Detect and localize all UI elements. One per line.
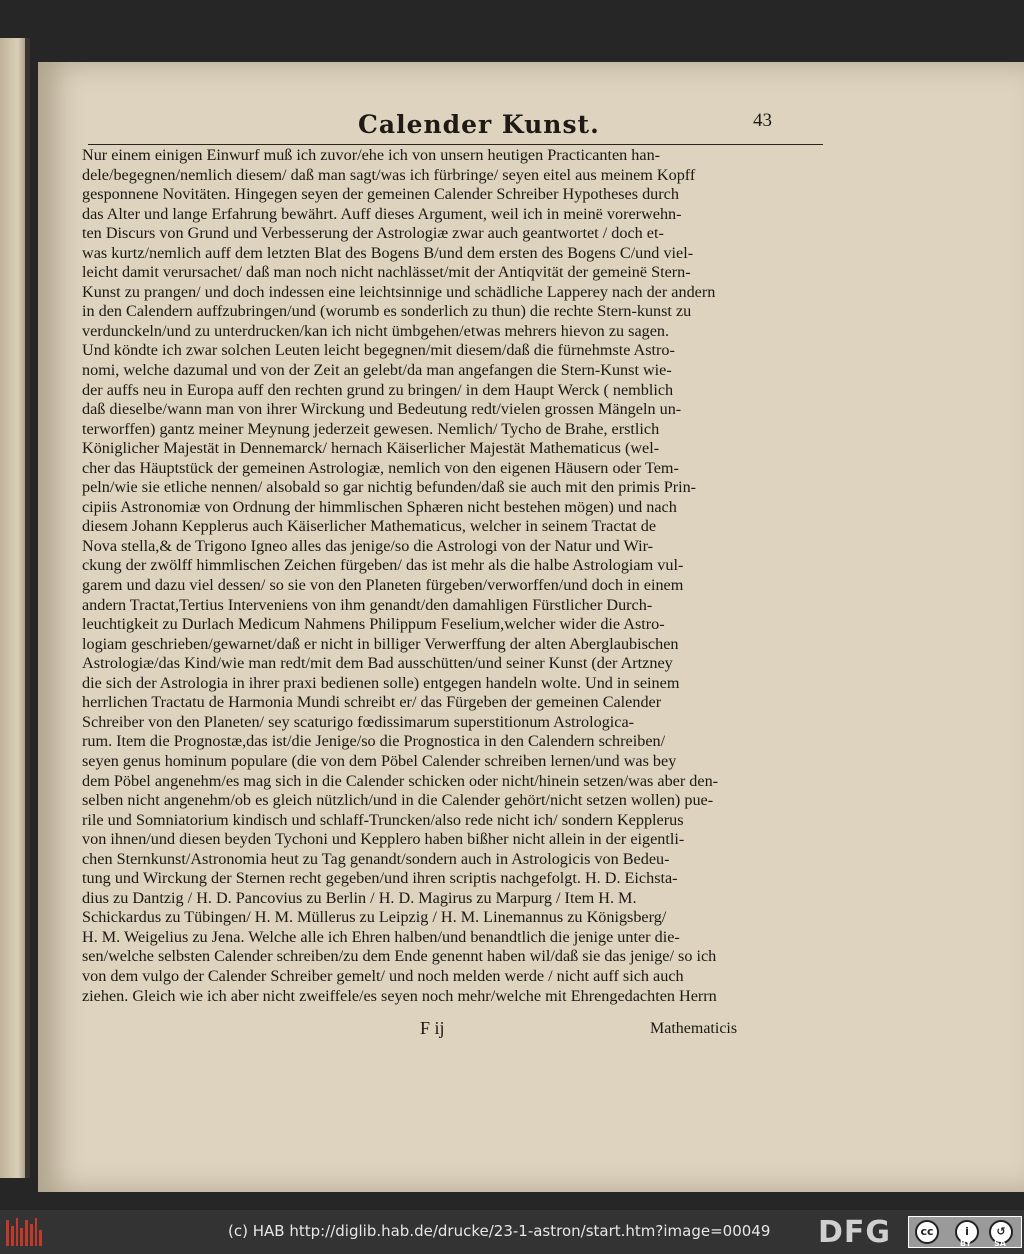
hab-logo-icon[interactable] xyxy=(6,1216,42,1246)
book-page xyxy=(38,62,1024,1192)
text-line: dem Pöbel angenehm/es mag sich in die Calender schicken oder nicht/hinein setzen/was aber den- xyxy=(82,771,719,790)
header-rule xyxy=(88,144,823,145)
text-line: Und köndte ich zwar solchen Leuten leicht begegnen/mit diesem/daß die fürnehmste Astro- xyxy=(82,341,675,360)
catchword: Mathematicis xyxy=(650,1020,738,1037)
text-line: tung und Wirckung der Sternen recht gegeben/und ihren scriptis nachgefolgt. H. D. Eichsta- xyxy=(82,869,678,888)
left-page-edge xyxy=(0,38,30,1178)
text-line: Nur einem einigen Einwurf muß ich zuvor/ehe ich von unsern heutigen Practicanten han- xyxy=(82,146,661,164)
text-line: cher das Häuptstück der gemeinen Astrologiæ, nemlich von den eigenen Häusern oder Tem- xyxy=(82,458,679,477)
text-line: Kunst zu prangen/ und doch indessen eine leichtsinnige und schädliche Lapperey nach der andern xyxy=(82,282,716,301)
text-line: die sich der Astrologia in ihrer praxi bedienen solle) entgegen handeln wolte. Und in seinem xyxy=(82,673,680,692)
text-line: cipiis Astronomiæ von Ordnung der himmlischen Sphæren nicht bestehen mögen) und nach xyxy=(82,497,677,516)
running-head: Calender Kunst. xyxy=(358,110,600,139)
signature-mark: F ij xyxy=(420,1018,445,1038)
copyright-link[interactable]: (c) HAB http://diglib.hab.de/drucke/23-1-astron/start.htm?image=00049 xyxy=(228,1222,771,1240)
text-line: von dem vulgo der Calender Schreiber gemelt/ und noch melden werde / nicht auff sich auch xyxy=(82,966,684,985)
text-line: sen/welche selbsten Calender schreiben/zu dem Ende genennt haben wil/daß sie das jenige/ so ich xyxy=(82,947,717,966)
text-line: dele/begegnen/nemlich diesem/ daß man sagt/was ich fürbringe/ seyen eitel aus meinem Kopff xyxy=(82,165,696,184)
text-line: rile und Somniatorium kindisch und schlaff-Truncken/also rede nicht ich/ sondern Kepplerus xyxy=(82,810,684,829)
text-line: ckung der zwölff himmlischen Zeichen fürgeben/ das ist mehr als die halbe Astrologiam vul- xyxy=(82,556,684,575)
text-line: seyen genus hominum populare (die von dem Pöbel Calender schreiben lernen/und was bey xyxy=(82,751,677,770)
text-line: Königlicher Majestät in Dennemarck/ hernach Käiserlicher Majestät Mathematicus (wel- xyxy=(82,439,660,458)
text-line: H. M. Weigelius zu Jena. Welche alle ich Ehren halben/und benandtlich die jenige unter die- xyxy=(82,927,680,946)
cc-icon: cc xyxy=(915,1220,939,1244)
text-line: dius zu Dantzig / H. D. Pancovius zu Berlin / H. D. Magirus zu Marpurg / Item H. M. xyxy=(82,888,637,907)
cc-license-badge[interactable] xyxy=(908,1216,1022,1248)
text-line: selben nicht angenehm/ob es gleich nützlich/und in die Calender gehört/nicht setzen wollen) pue- xyxy=(82,791,714,810)
text-line: gesponnene Novitäten. Hingegen seyen der gemeinen Calender Schreiber Hypotheses durch xyxy=(82,185,679,204)
sa-label: SA xyxy=(994,1239,1006,1248)
text-line: logiam geschrieben/gewarnet/daß er nicht in billiger Verwerffung der alten Aberglaubischen xyxy=(82,634,679,653)
text-line: leuchtigkeit zu Durlach Medicum Nahmens Philippum Feselium,welcher wider die Astro- xyxy=(82,615,665,634)
text-line: peln/wie sie etliche nennen/ alsobald so gar nichtig befunden/daß sie auch mit den primis Prin- xyxy=(82,478,697,497)
text-line: terworffen) gantz meiner Meynung jederzeit gewesen. Nemlich/ Tycho de Brahe, erstlich xyxy=(82,419,660,438)
text-line: rum. Item die Prognostæ,das ist/die Jenige/so die Prognostica in den Calendern schreiben/ xyxy=(82,732,666,751)
text-line: von ihnen/und diesen beyden Tychoni und Kepplero haben bißher nicht allein in der eigentli- xyxy=(82,830,685,849)
text-line: Schickardus zu Tübingen/ H. M. Müllerus zu Leipzig / H. M. Linemannus zu Königsberg/ xyxy=(82,908,667,927)
book-spine xyxy=(25,38,30,1178)
by-attribution-icon: i xyxy=(955,1220,979,1244)
footer-bar xyxy=(0,1210,1024,1254)
text-line: Astrologiæ/das Kind/wie man redt/mit dem Bad ausschütten/und seiner Kunst (der Artzney xyxy=(82,654,673,673)
by-label: BY xyxy=(960,1239,972,1248)
text-line: in den Calendern auffzubringen/und (worumb es sonderlich zu thun) die rechte Stern-kunst zu xyxy=(82,302,692,321)
share-alike-icon: ↺ xyxy=(989,1220,1013,1244)
text-line: was kurtz/nemlich auff dem letzten Blat des Bogens B/und dem ersten des Bogens C/und viel- xyxy=(82,243,694,262)
text-line: diesem Johann Kepplerus auch Käiserlicher Mathematicus, welcher in seinem Tractat de xyxy=(82,517,657,536)
text-line: garem und dazu viel dessen/ so sie von den Planeten fürgeben/verworffen/und doch in einem xyxy=(82,576,684,595)
text-line: ziehen. Gleich wie ich aber nicht zweiffele/es seyen noch mehr/welche mit Ehrengedachten Herrn xyxy=(82,986,717,1005)
text-line: das Alter und lange Erfahrung bewährt. Auff dieses Argument, weil ich in meinë vorerwehn- xyxy=(82,204,682,223)
dfg-logo[interactable]: DFG xyxy=(818,1215,892,1250)
text-line: leicht damit verursachet/ daß man noch nicht nachlässet/mit der Antiqvität der gemeinë Stern- xyxy=(82,263,691,282)
text-line: chen Sternkunst/Astronomia heut zu Tag genandt/sondern auch in Astrologicis von Bedeu- xyxy=(82,849,670,868)
text-line: Schreiber von den Planeten/ sey scaturigo fœdissimarum superstitionum Astrologica- xyxy=(82,712,635,731)
text-line: herrlichen Tractatu de Harmonia Mundi schreibt er/ das Fürgeben der gemeinen Calender xyxy=(82,693,662,712)
body-text xyxy=(82,146,822,1006)
text-line: andern Tractat,Tertius Interveniens von ihm genandt/den damahligen Fürstlicher Durch- xyxy=(82,595,653,614)
text-line: daß dieselbe/wann man von ihrer Wirckung und Bedeutung redt/vielen grossen Mängeln un- xyxy=(82,400,682,419)
text-line: verdunckeln/und zu unterdrucken/kan ich nicht ümbgehen/etwas mehrers hievon zu sagen. xyxy=(82,321,670,340)
text-line: ten Discurs von Grund und Verbesserung der Astrologiæ zwar auch geantwortet / doch et- xyxy=(82,224,664,243)
page-number: 43 xyxy=(753,110,772,131)
text-line: nomi, welche dazumal und von der Zeit an gelebt/da man angefangen die Stern-Kunst wie- xyxy=(82,361,672,380)
text-line: Nova stella,& de Trigono Igneo alles das jenige/so die Astrologi von der Natur und Wir- xyxy=(82,536,654,555)
text-line: der auffs neu in Europa auff den rechten grund zu bringen/ in dem Haupt Werck ( nemblich xyxy=(82,380,674,399)
